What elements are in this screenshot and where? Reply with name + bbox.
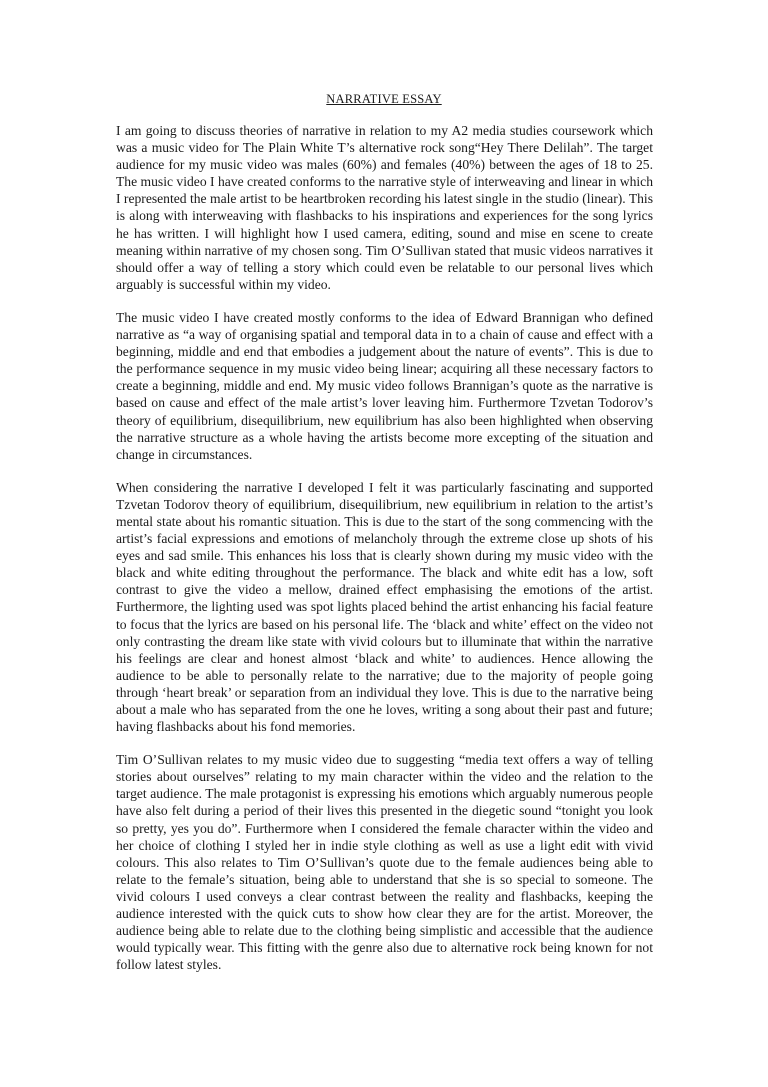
essay-body: [116, 122, 653, 989]
paragraph-4: Tim O’Sullivan relates to my music video due to suggesting “media text offers a way of telling stories about ourselves” relating to my main character within the video and the relation to the target audience. The male protagonist is expressing his emotions which arguably numerous people have also felt during a period of their lives this presented in the diegetic sound “tonight you look so pretty, yes you do”. Furthermore when I considered the female character within the video and her choice of clothing I styled her in indie style clothing as well as use a light edit with vivid colours. This also relates to Tim O’Sullivan’s quote due to the female audiences being able to relate to the female’s situation, being able to understand that she is so special to someone. The vivid colours I used conveys a clear contrast between the reality and flashbacks, keeping the audience interested with the quick cuts to show how clear they are for the artist. Moreover, the audience being able to relate due to the clothing being simplistic and accessible that the audience would typically wear. This fitting with the genre also due to alternative rock being known for not follow latest styles.: [116, 752, 653, 973]
paragraph-1: I am going to discuss theories of narrative in relation to my A2 media studies coursework which was a music video for The Plain White T’s alternative rock song“Hey There Delilah”. The target audience for my music video was males (60%) and females (40%) between the ages of 18 to 25. The music video I have created conforms to the narrative style of interweaving and linear in which I represented the male artist to be heartbroken recording his latest single in the studio (linear). This is along with interweaving with flashbacks to his inspirations and experiences for the song lyrics he has written. I will highlight how I used camera, editing, sound and mise en scene to create meaning within narrative of my chosen song. Tim O’Sullivan stated that music videos narratives it should offer a way of telling a story which could even be relatable to our personal lives which arguably is successful within my video.: [116, 123, 653, 292]
paragraph-2: The music video I have created mostly conforms to the idea of Edward Brannigan who defined narrative as “a way of organising spatial and temporal data in to a chain of cause and effect with a beginning, middle and end that embodies a judgement about the nature of events”. This is due to the performance sequence in my music video being linear; acquiring all these necessary factors to create a beginning, middle and end. My music video follows Brannigan’s quote as the narrative is based on cause and effect of the male artist’s lover leaving him. Furthermore Tzvetan Todorov’s theory of equilibrium, disequilibrium, new equilibrium has also been highlighted when observing the narrative structure as a whole having the artists become more excepting of the situation and change in circumstances.: [116, 309, 653, 462]
paragraph-3: When considering the narrative I developed I felt it was particularly fascinating and supported Tzvetan Todorov theory of equilibrium, disequilibrium, new equilibrium in relation to the artist’s mental state about his romantic situation. This is due to the start of the song commencing with the artist’s facial expressions and emotions of melancholy through the extreme close up shots of his eyes and sad smile. This enhances his loss that is clearly shown during my music video with the black and white editing throughout the performance. The black and white edit has a low, soft contrast to give the video a mellow, drained effect emphasising the emotions of the artist. Furthermore, the lighting used was spot lights placed behind the artist enhancing his facial feature to focus that the lyrics are based on his personal life. The ‘black and white’ effect on the video not only contrasting the dream like state with vivid colours but to illuminate that within the narrative his feelings are clear and honest almost ‘black and white’ to audiences. Hence allowing the audience to be able to personally relate to the narrative; due to the majority of people going through ‘heart break’ or separation from an individual they love. This is due to the narrative being about a male who has separated from the one he loves, writing a song about their past and future; having flashbacks about his fond memories.: [116, 479, 653, 735]
essay-title: NARRATIVE ESSAY: [326, 92, 442, 106]
